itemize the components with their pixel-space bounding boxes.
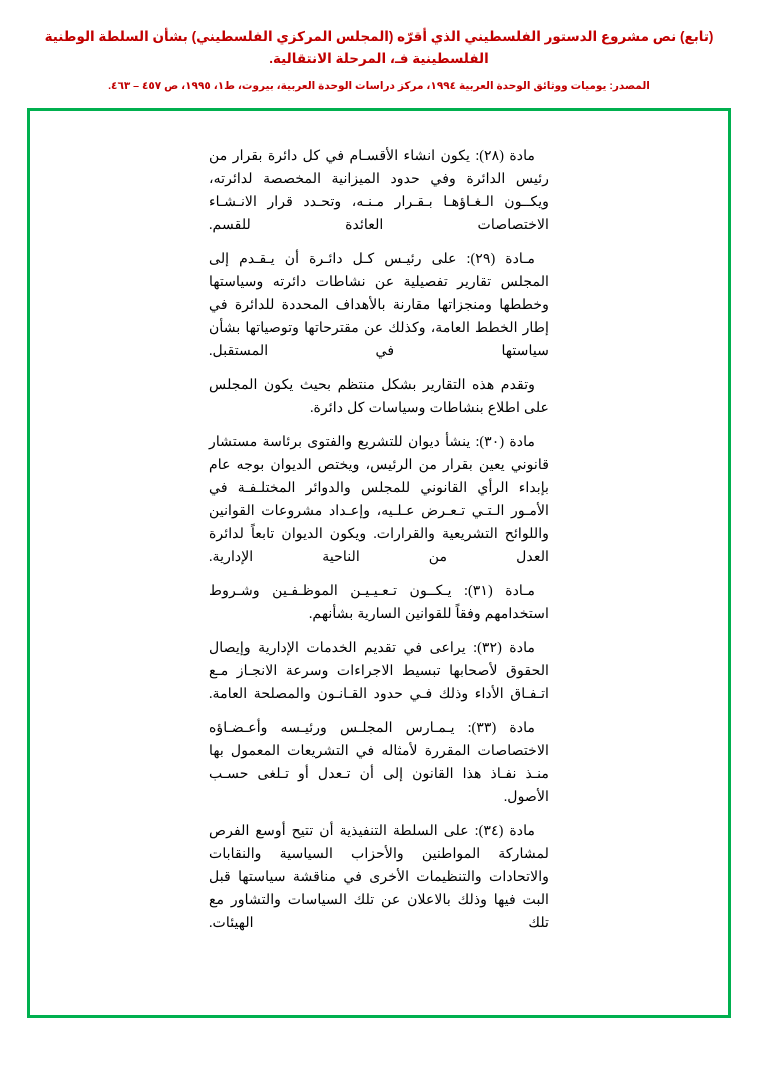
article-paragraph: مادة (٣٤): على السلطة التنفيذية أن تتيح أوسع الفرص لمشاركة المواطنين والأحزاب السياسية والنقابات والاتحادات والتنظيمات الأخرى في مناقشة سياستها قبل البت فيها وذلك بالاعلان عن تلك السياسات والتشاور مع تلك الهيئات.: [209, 823, 549, 932]
article-paragraph: مادة (٣٣): يـمـارس المجلـس ورئيـسه وأعـضـاؤه الاختصاصات المقررة لأمثاله في التشريعات المعمول بها منـذ نفـاذ هذا القانون إلى أن تـعدل أو تـلغى حسـب الأصول.: [209, 720, 549, 806]
article-paragraph: وتقدم هذه التقارير بشكل منتظم بحيث يكون المجلس على اطلاع بنشاطات وسياسات كل دائرة.: [209, 377, 549, 417]
document-body: [209, 145, 549, 935]
article-paragraph: مادة (٣٢): يراعى في تقديم الخدمات الإدارية وإيصال الحقوق لأصحابها تبسيط الاجراءات وسرعة الانجـاز مـع اتـفـاق الأداء وذلك فـي حدود القـانـون والمصلحة العامة.: [209, 640, 549, 703]
article-paragraph: مادة (٣٠): ينشأ ديوان للتشريع والفتوى برئاسة مستشار قانوني يعين بقرار من الرئيس، ويختص الديوان بوجه عام بإبداء الرأي القانوني للمجلس والدوائر المختلـفـة في الأمـور الـتـي تـعـرض عـلـيه، وإعـداد مشروعات القوانين واللوائح التشريعية والقرارات. ويكون الديوان تابعاً لدائرة العدل من الناحية الإدارية.: [209, 434, 549, 566]
article-paragraph: مـادة (٢٩): على رئيـس كـل دائـرة أن يـقـدم إلى المجلس تقارير تفصيلية عن نشاطات دائرته وسياستها وخططها ومنجزاتها مقارنة بالأهداف المحددة للدائرة في إطار الخطط العامة، وكذلك عن مقترحاتها وتوصياتها بشأن سياستها في المستقبل.: [209, 251, 549, 360]
content-frame: [27, 108, 731, 1018]
document-header: [0, 0, 758, 94]
article-paragraph: مـادة (٣١): يـكــون تـعـيـيـن الموظـفـين وشـروط استخدامهم وفقاً للقوانين السارية بشأنهم.: [209, 583, 549, 623]
source-line: المصدر: يوميات ووثائق الوحدة العربية ١٩٩٤، مركز دراسات الوحدة العربية، بيروت، ط١، ١٩٩٥، ص ٤٥٧ – ٤٦٣.: [108, 79, 650, 92]
page-title: (تابع) نص مشروع الدستور الفلسطيني الذي أقرّه (المجلس المركزي الفلسطيني) بشأن السلطة الوطنية الفلسطينية فـ، المرحلة الانتقالية.: [44, 29, 714, 67]
article-paragraph: مادة (٢٨): يكون انشاء الأقسـام في كل دائرة بقرار من رئيس الدائرة وفي حدود الميزانية المخصصة لدائرته، ويكــون الـغـاؤهـا بـقـرار مـنـه، وتحـدد قرار الانـشـاء الاختصاصات العائدة للقسم.: [209, 148, 549, 234]
